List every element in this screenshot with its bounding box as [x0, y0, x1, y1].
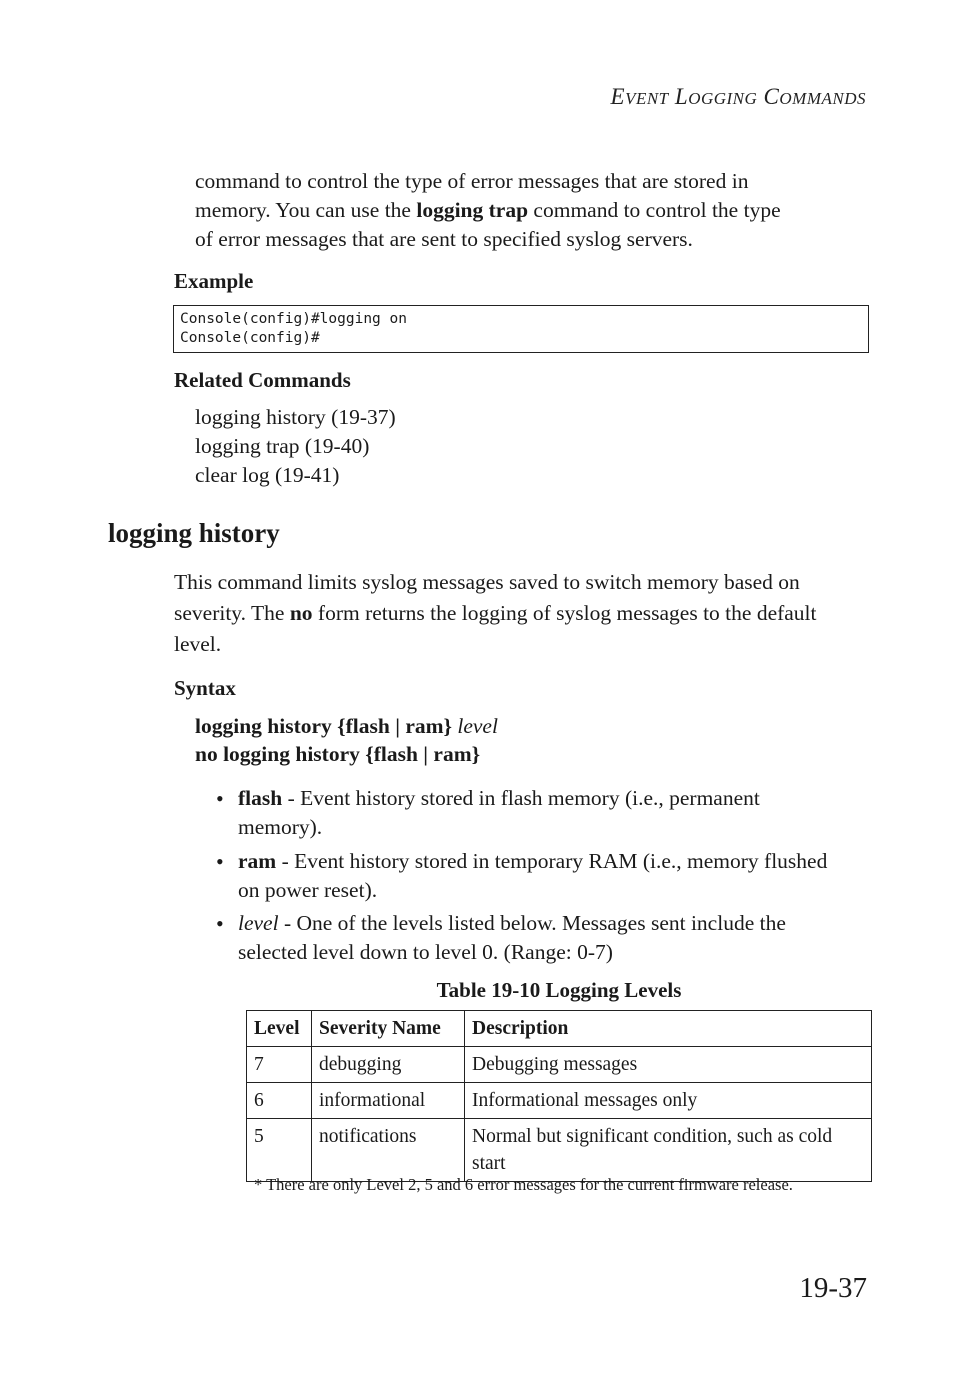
bullet-icon: •: [216, 911, 224, 936]
column-header: Level: [247, 1011, 312, 1047]
table-cell: debugging: [312, 1047, 465, 1083]
bullet-icon: •: [216, 849, 224, 874]
syntax-label: Syntax: [174, 676, 236, 700]
table-cell: informational: [312, 1083, 465, 1119]
page-number: 19-37: [799, 1272, 867, 1304]
column-header: Description: [465, 1011, 872, 1047]
related-commands-list: [195, 403, 396, 490]
table-caption: Table 19-10 Logging Levels: [436, 978, 682, 1002]
running-header: EVENT LOGGING COMMANDS: [610, 84, 866, 109]
param-item: • flash - Event history stored in flash memory (i.e., permanent memory).: [216, 786, 760, 839]
syntax-command-no: no logging history {flash | ram}: [195, 742, 481, 766]
syntax-command: logging history {flash | ram} level: [195, 714, 498, 738]
table-row: [247, 1119, 872, 1182]
example-label: Example: [174, 269, 254, 293]
code-line: Console(config)#logging on: [180, 311, 407, 327]
table-cell: 5: [247, 1119, 312, 1182]
table-header-row: [247, 1011, 872, 1047]
code-example: [173, 305, 869, 353]
table-cell: Debugging messages: [465, 1047, 872, 1083]
bullet-icon: •: [216, 786, 224, 811]
logging-levels-table: [246, 1010, 872, 1182]
table-row: [247, 1047, 872, 1083]
table-cell: Informational messages only: [465, 1083, 872, 1119]
column-header: Severity Name: [312, 1011, 465, 1047]
table-cell: Normal but significant condition, such as cold start: [465, 1119, 872, 1182]
table-cell: notifications: [312, 1119, 465, 1182]
table-cell: 6: [247, 1083, 312, 1119]
related-command-link[interactable]: clear log (19-41): [195, 463, 340, 487]
table-row: [247, 1083, 872, 1119]
section-title: logging history: [108, 518, 280, 548]
section-description: This command limits syslog messages saved to switch memory based on severity. The no form returns the logging of syslog messages to the default level.: [174, 570, 817, 656]
related-commands-label: Related Commands: [174, 368, 351, 392]
table-cell: 7: [247, 1047, 312, 1083]
syntax-block: [195, 712, 498, 768]
table-footnote: * There are only Level 2, 5 and 6 error messages for the current firmware release.: [254, 1175, 793, 1194]
code-line: Console(config)#: [180, 330, 320, 346]
related-command-link[interactable]: logging history (19-37): [195, 405, 396, 429]
param-item: • level - One of the levels listed below. Messages sent include the selected level down to level 0. (Range: 0-7): [216, 911, 786, 964]
param-item: • ram - Event history stored in temporary RAM (i.e., memory flushed on power reset).: [216, 849, 828, 902]
related-command-link[interactable]: logging trap (19-40): [195, 434, 370, 458]
intro-paragraph: command to control the type of error messages that are stored in memory. You can use the logging trap command to control the type of error messages that are sent to specified syslog servers.: [195, 169, 781, 251]
